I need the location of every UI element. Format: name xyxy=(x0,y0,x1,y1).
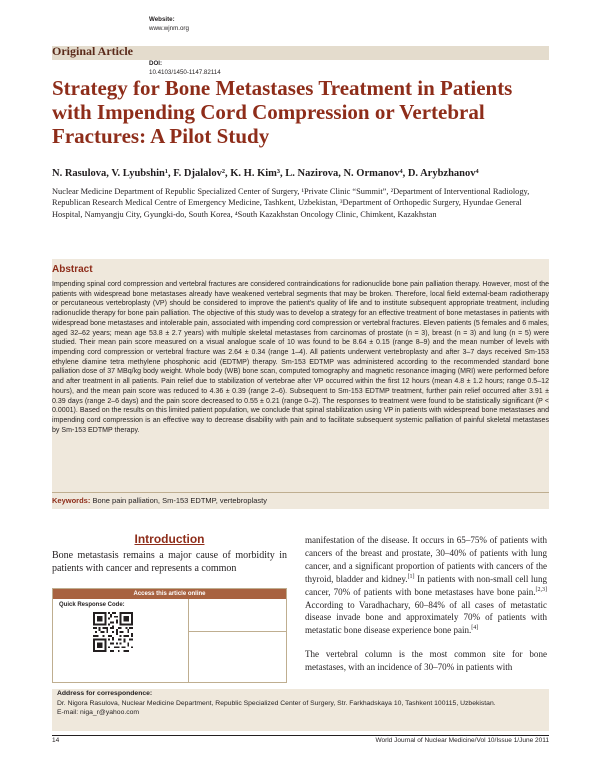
doi-label: DOI: xyxy=(149,60,163,67)
paragraph: The vertebral column is the most common site for bone metastases, with an incidence of 30–70% in patients with xyxy=(305,649,547,673)
website-link[interactable]: www.wjnm.org xyxy=(149,25,189,32)
article-type: Original Article xyxy=(52,44,133,58)
correspondence-label: Address for correspondence: xyxy=(57,690,153,697)
footer-rule xyxy=(52,735,549,736)
article-title xyxy=(52,76,542,148)
page-number: 14 xyxy=(52,737,60,744)
paragraph-text: manifestation of the disease. It occurs in 65–75% of patients with cancers of the breast and prostate, 30–40% of patients with lung cancer, and a significant proportion of patients with cancers of the thyroid, bladder and kidney. xyxy=(305,535,547,584)
keywords-divider xyxy=(52,492,549,493)
introduction-heading xyxy=(52,532,287,546)
qr-label: Quick Response Code: xyxy=(59,602,125,608)
citation-link[interactable]: [1] xyxy=(407,573,415,580)
correspondence-address: Dr. Nigora Rasulova, Nuclear Medicine Department, Republic Specialized Center of Surgery, Str. Farkhadskaya 10, Tashkent 100115, Uzbekistan. xyxy=(57,700,496,707)
doi-link[interactable]: 10.4103/1450-1147.82114 xyxy=(149,69,221,76)
keywords-text: Bone pain palliation, Sm-153 EDTMP, vertebroplasty xyxy=(92,496,267,505)
paragraph xyxy=(305,534,547,637)
qr-code-icon[interactable] xyxy=(93,612,133,652)
access-online-box xyxy=(52,588,287,683)
paragraph-text: According to Varadhachary, 60–84% of all cases of metastatic disease invade bone and approximately 70% of patients with metastatic bone disease experience bone pain. xyxy=(305,599,547,636)
citation-link[interactable]: [4] xyxy=(471,625,479,632)
introduction-right-column xyxy=(305,534,547,674)
paragraph-text: In patients with non-small cell lung cancer, 70% of patients with bone metastases have bone pain. xyxy=(305,573,547,597)
title-line: with Impending Cord Compression or Vertebral xyxy=(52,100,485,124)
keywords xyxy=(52,496,549,505)
abstract-text: Impending spinal cord compression and vertebral fractures are considered contraindications for radionuclide bone pain palliation therapy. However, most of the patients with widespread bone metastases already have weakened vertebral segments that may be broken. Therefore, local field external-beam radiotherapy or percutaneous vertebroplasty (VP) should be considered to improve the patient's quality of life and to institute subsequent appropriate treatment, including radionuclide therapy for bone pain palliation. The objective of this study was to develop a strategy for an effective treatment of bone metastases in patients with widespread bone metastases and intolerable pain, associated with impending cord compression or vertebral fractures. Eleven patients (5 females and 6 males, aged 32–62 years; mean age 53.8 ± 2.7 years) with multiple skeletal metastases from carcinomas of prostate (n = 3), breast (n = 3) and lung (n = 5) were studied. Their mean pain score measured on a visual analogue scale of 10 was found to be 8.64 ± 0.15 (range 8–9) and the mean number of levels with impending cord compression or vertebral fracture was 2.64 ± 0.34 (range 1–4). All patients underwent vertebroplasty and after 3–7 days received Sm-153 ethylene diamine tetra methylene phosphonic acid (EDTMP) therapy. Sm-153 EDTMP was administered according to the recommended standard bone palliation dose of 37 MBq/kg body weight. Whole body (WB) bone scan, computed tomography and magnetic resonance imaging (MRI) were performed before and after treatment in all patients. Pain relief due to stabilization of vertebrae after VP occurred within the first 12 hours (mean 4.8 ± 1.2 hours; range 0.5–12 hours), and the mean pain score was reduced to 4.36 ± 0.39 (range 2–6). Subsequent to Sm-153 EDTMP treatment, further pain relief occurred after 3.91 ± 0.39 days (range 2–6 days) and the pain score decreased to 0.55 ± 0.21 (range 0–2). The responses to treatment were found to be statistically significant (P < 0.0001). Based on the results on this limited patient population, we conclude that spinal stabilization using VP in patients with widespread bone metastases and impending cord compression is an effective way to decrease disability with pain and to facilitate subsequent systemic palliation of painful skeletal metastases by Sm-153 EDTMP therapy. xyxy=(52,281,549,434)
correspondence-email[interactable]: E-mail: niga_r@yahoo.com xyxy=(57,709,140,716)
title-line: Fractures: A Pilot Study xyxy=(52,124,270,148)
access-divider xyxy=(188,599,189,682)
title-line: Strategy for Bone Metastases Treatment in Patients xyxy=(52,76,513,100)
introduction-left-column: Bone metastasis remains a major cause of morbidity in patients with cancer and represents a common xyxy=(52,550,287,574)
journal-citation: World Journal of Nuclear Medicine/Vol 10/Issue 1/June 2011 xyxy=(375,737,549,744)
introduction-heading-text: Introduction xyxy=(134,532,205,546)
affiliations: Nuclear Medicine Department of Republic Specialized Center of Surgery, ¹Private Clinic “Summit”, ²Department of Interventional Radiology, Republican Research Medical Centre of Emergency Medicine, Tashkent, Uzbekistan, ³Department of Orthopedic Surgery, Hyundae General Hospital, Namyangju City, Gyungki-do, South Korea, ⁴South Kazakhstan Oncology Clinic, Chimkent, Kazakhstan xyxy=(52,187,530,219)
keywords-label: Keywords: xyxy=(52,496,91,505)
website-label: Website: xyxy=(149,16,175,23)
author-list: N. Rasulova, V. Lyubshin¹, F. Djalalov², K. H. Kim³, L. Nazirova, N. Ormanov⁴, D. Arybzhanov⁴ xyxy=(52,168,479,179)
access-header: Access this article online xyxy=(53,589,286,599)
abstract-heading: Abstract xyxy=(52,264,93,275)
citation-link[interactable]: [2,3] xyxy=(535,586,547,593)
access-divider xyxy=(189,631,286,632)
